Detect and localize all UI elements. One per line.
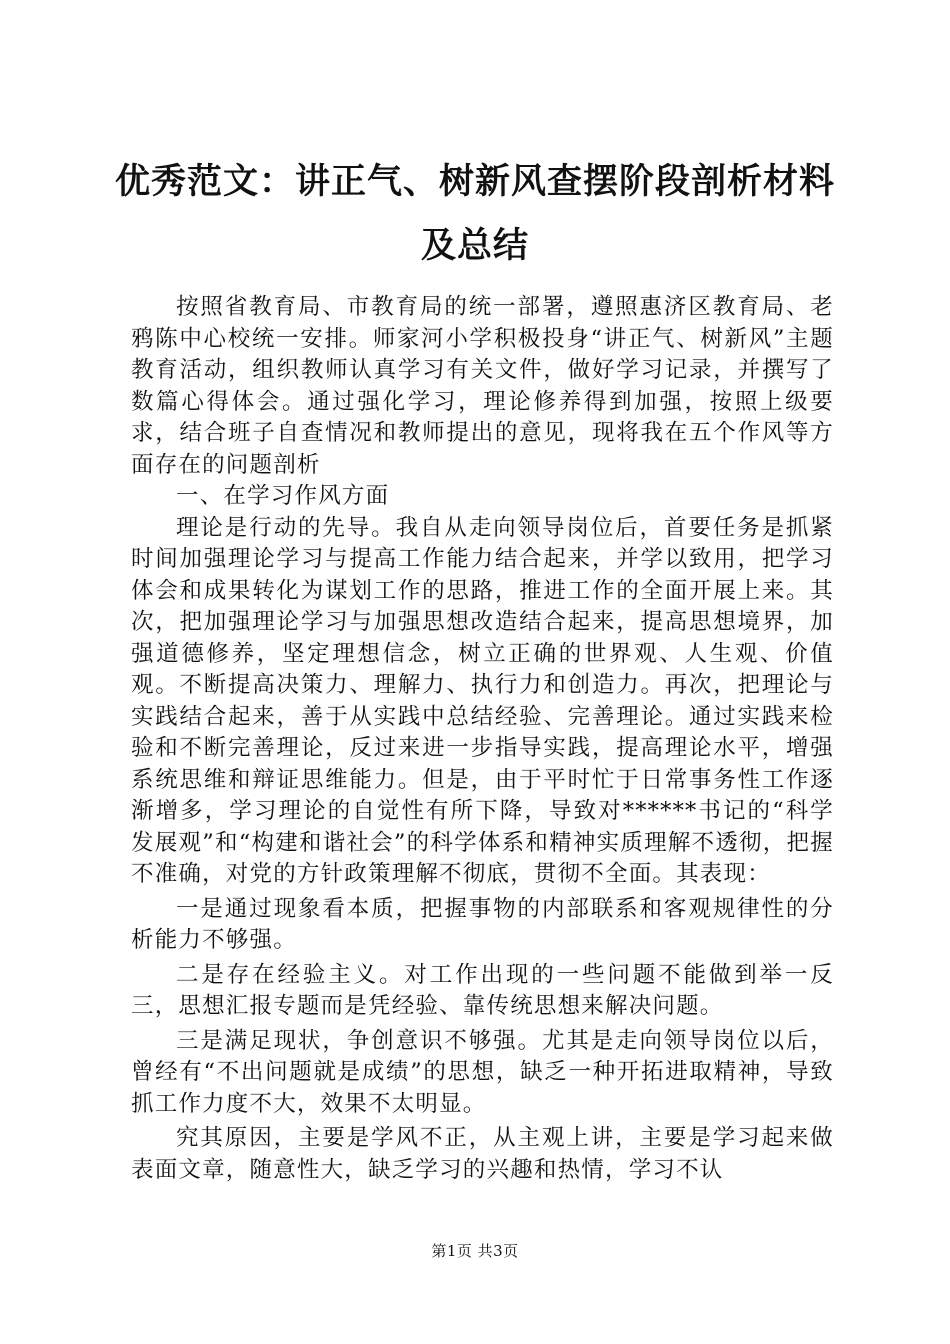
- paragraph-point-one: 一是通过现象看本质，把握事物的内部联系和客观规律性的分析能力不够强。: [131, 895, 834, 953]
- paragraph-cause: 究其原因，主要是学风不正，从主观上讲，主要是学习起来做表面文章，随意性大，缺乏学习的兴趣和热情，学习不认: [131, 1125, 834, 1183]
- page-number-footer: 第1页 共3页: [431, 1242, 519, 1260]
- document-body: [131, 292, 834, 1186]
- document-title-line-2: 及总结: [420, 225, 529, 266]
- paragraph-point-three: 三是满足现状，争创意识不够强。尤其是走向领导岗位以后，曾经有“不出问题就是成绩”的思想，缺乏一种开拓进取精神，导致抓工作力度不大，效果不太明显。: [131, 1027, 834, 1117]
- paragraph-point-two: 二是存在经验主义。对工作出现的一些问题不能做到举一反三，思想汇报专题而是凭经验、靠传统思想来解决问题。: [131, 961, 834, 1019]
- document-title-line-1: 优秀范文：讲正气、树新风查摆阶段剖析材料: [114, 161, 835, 202]
- paragraph-intro: 按照省教育局、市教育局的统一部署，遵照惠济区教育局、老鸦陈中心校统一安排。师家河小学积极投身“讲正气、树新风”主题教育活动，组织教师认真学习有关文件，做好学习记录，并撰写了数篇心得体会。通过强化学习，理论修养得到加强，按照上级要求，结合班子自查情况和教师提出的意见，现将我在五个作风等方面存在的问题剖析: [131, 294, 834, 478]
- paragraph-theory: 理论是行动的先导。我自从走向领导岗位后，首要任务是抓紧时间加强理论学习与提高工作能力结合起来，并学以致用，把学习体会和成果转化为谋划工作的思路，推进工作的全面开展上来。其次，把加强理论学习与加强思想改造结合起来，提高思想境界，加强道德修养，坚定理想信念，树立正确的世界观、人生观、价值观。不断提高决策力、理解力、执行力和创造力。再次，把理论与实践结合起来，善于从实践中总结经验、完善理论。通过实践来检验和不断完善理论，反过来进一步指导实践，提高理论水平，增强系统思维和辩证思维能力。但是，由于平时忙于日常事务性工作逐渐增多，学习理论的自觉性有所下降，导致对******书记的“科学发展观”和“构建和谐社会”的科学体系和精神实质理解不透彻，把握不准确，对党的方针政策理解不彻底，贯彻不全面。其表现：: [131, 514, 834, 887]
- section-heading-study-style: 一、在学习作风方面: [176, 483, 390, 509]
